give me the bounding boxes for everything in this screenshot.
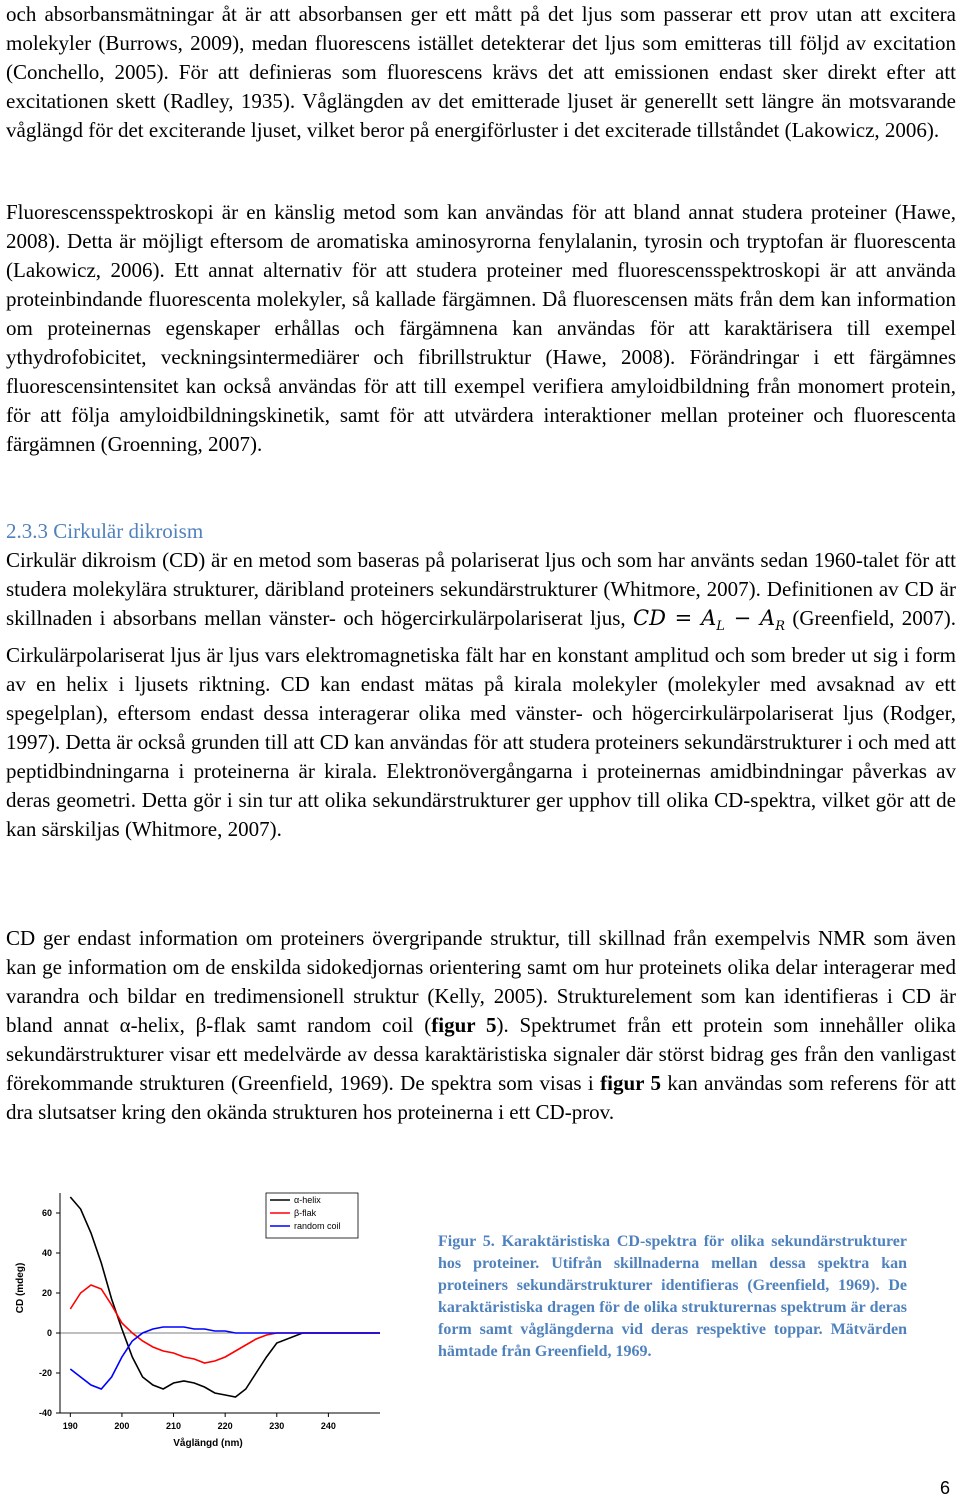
legend-label: α-helix	[294, 1195, 321, 1205]
paragraph-cd-structure	[6, 924, 956, 1127]
x-tick-label: 240	[320, 1421, 336, 1431]
x-tick-label: 230	[269, 1421, 285, 1431]
figure-reference-1: figur 5	[431, 1013, 497, 1037]
y-tick-label: 20	[41, 1288, 52, 1298]
legend-label: random coil	[294, 1221, 341, 1231]
x-axis-label: Våglängd (nm)	[173, 1438, 243, 1449]
cd-equation-sub-r: R	[775, 619, 785, 635]
figure-caption: Figur 5. Karaktäristiska CD-spektra för olika sekundärstrukturer hos proteiner. Utifrån skillnaderna mellan dessa spektra kan proteiners sekundärstrukturer identifieras (Greenfield, 1969). De karaktäristiska dragen för de olika strukturernas spektrum är deras form samt våglängderna vid deras respektive toppar. Mätvärden hämtade från Greenfield, 1969.	[438, 1233, 907, 1360]
y-axis-label: CD (mdeg)	[15, 1262, 26, 1314]
series-line-random-coil	[70, 1327, 380, 1389]
cd-equation-lhs: CD = A	[633, 606, 717, 630]
p4-text-3: kan användas som referens för att dra slutsatser kring den okända strukturen hos proteinerna i ett CD-prov.	[6, 1071, 956, 1124]
p4-text-2: ). Spektrumet från ett protein som innehåller olika sekundärstrukturer visar ett medelvärde av dessa karaktäristiska signaler där störst bidrag ges från den vanligast förekommande strukturen (Greenfield, 1969). De spektra som visas i	[6, 1013, 956, 1095]
x-tick-label: 200	[114, 1421, 130, 1431]
paragraph-fluorescence-spectroscopy: Fluorescensspektroskopi är en känslig metod som kan användas för att bland annat studera proteiner (Hawe, 2008). Detta är möjligt eftersom de aromatiska aminosyrorna fenylalanin, tyrosin och tryptofan är fluorescenta (Lakowicz, 2006). Ett annat alternativ för att studera proteiner med fluorescensspektroskopi är att använda proteinbindande fluorescenta molekyler, så kallade färgämnen. Då fluorescensen mäts från dem kan information om proteinernas egenskaper erhållas och färgämnena kan användas för att karaktärisera till exempel ythydrofobicitet, veckningsintermediärer och fibrillstruktur (Hawe, 2008). Förändringar i ett färgämnes fluorescensintensitet kan också användas för att till exempel verifiera amyloidbildning från monomert protein, för att följa amyloidbildningskinetik, samt för att utvärdera interaktioner mellan proteiner och fluorescenta färgämnen (Groenning, 2007).	[6, 200, 956, 456]
x-tick-label: 210	[166, 1421, 182, 1431]
paragraph-circular-dichroism	[6, 546, 956, 844]
cd-equation-minus: − A	[724, 606, 776, 630]
y-tick-label: -20	[38, 1368, 52, 1378]
figure-reference-2: figur 5	[600, 1071, 662, 1095]
p3-text-before: Cirkulär dikroism (CD) är en metod som baseras på polariserat ljus och som har använts sedan 1960-talet för att studera molekylära strukturer, däribland proteiners sekundärstrukturer (Whitmore, 2007). Definitionen av CD är skillnaden i absorbans mellan vänster- och högercirkulärpolariserat ljus,	[6, 548, 956, 630]
x-tick-label: 190	[62, 1421, 78, 1431]
page-number: 6	[940, 1478, 951, 1498]
cd-equation-sub-l: L	[716, 619, 725, 635]
legend-label: β-flak	[294, 1208, 317, 1218]
series-line--flak	[70, 1285, 380, 1363]
cd-equation	[633, 606, 785, 635]
x-tick-label: 220	[217, 1421, 233, 1431]
section-heading: 2.3.3 Cirkulär dikroism	[6, 519, 204, 543]
paragraph-fluorescence-intro: och absorbansmätningar åt är att absorbansen ger ett mått på det ljus som passerar ett prov utan att excitera molekyler (Burrows, 2009), medan fluorescens istället detekterar det ljus som emitteras till följd av excitation (Conchello, 2005). För att definieras som fluorescens krävs det att emissionen endast sker direkt efter att excitationen skett (Radley, 1935). Våglängden av det emitterade ljuset är generellt sett längre än motsvarande våglängd för det exciterande ljuset, vilket beror på energiförluster i det exciterade tillståndet (Lakowicz, 2006).	[6, 2, 956, 142]
y-tick-label: -40	[38, 1408, 52, 1418]
y-tick-label: 60	[41, 1208, 52, 1218]
chart-legend	[266, 1193, 358, 1238]
y-tick-label: 0	[46, 1328, 52, 1338]
p3-text-after: (Greenfield, 2007). Cirkulärpolariserat ljus är ljus vars elektromagnetiska fält har en konstant amplitud och som breder ut sig i form av en helix i ljusets riktning. CD kan endast mätas på kirala molekyler (molekyler med avsaknad av ett spegelplan), eftersom endast dessa interagerar olika med vänster- och högercirkulärpolariserat ljus (Rodger, 1997). Detta är också grunden till att CD kan användas för att studera proteiners sekundärstrukturer i och med att peptidbindningarna i proteinerna är kirala. Elektronövergångarna i proteinernas amidbindningar påverkas av deras geometri. Detta gör i sin tur att olika sekundärstrukturer ger upphov till olika CD-spektra, vilket gör att de kan särskiljas (Whitmore, 2007).	[6, 606, 956, 842]
cd-spectra-chart	[0, 1185, 400, 1475]
y-tick-label: 40	[41, 1248, 52, 1258]
p4-text-1: CD ger endast information om proteiners övergripande struktur, till skillnad från exempelvis NMR som även kan ge information om de enskilda sidokedjornas orientering samt om hur proteinets olika delar interagerar med varandra och bildar en tredimensionell struktur (Kelly, 2005). Strukturelement som kan identifieras i CD är bland annat α-helix, β-flak samt random coil (	[6, 926, 956, 1037]
